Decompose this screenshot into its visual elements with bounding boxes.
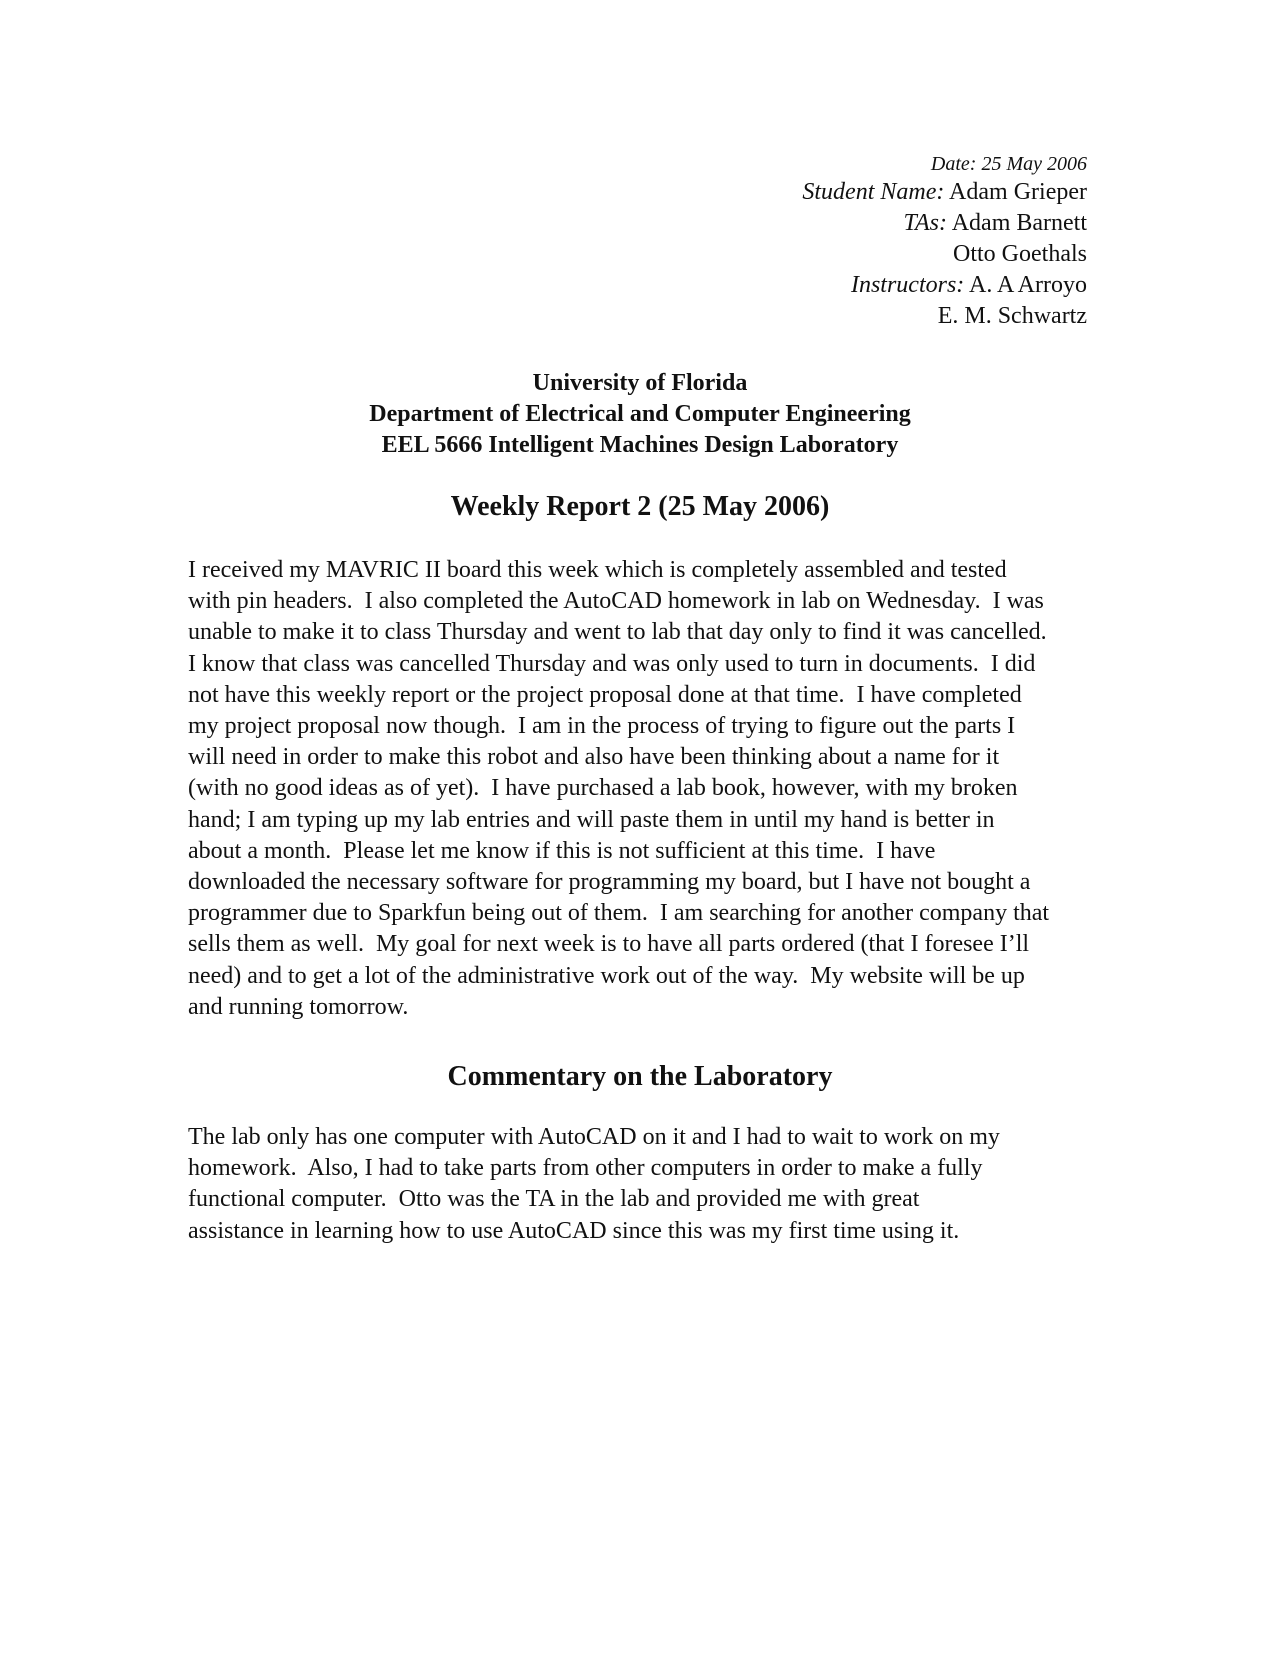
paragraph-line: need) and to get a lot of the administrative work out of the way. My website will be up [188,962,1025,989]
report-paragraph [188,555,1093,1023]
tas-label: TAs: [903,210,948,236]
ta-name: Otto Goethals [953,241,1087,267]
instructors-line [802,270,1087,301]
commentary-paragraph [188,1122,1093,1247]
paragraph-line: and running tomorrow. [188,993,409,1020]
commentary-heading: Commentary on the Laboratory [447,1061,833,1092]
paragraph-line: hand; I am typing up my lab entries and will paste them in until my hand is better in [188,806,995,833]
paragraph-line: The lab only has one computer with AutoCAD on it and I had to wait to work on my [188,1124,1000,1150]
paragraph-line: sells them as well. My goal for next week is to have all parts ordered (that I foresee I’ll [188,931,1030,958]
paragraph-line: (with no good ideas as of yet). I have purchased a lab book, however, with my broken [188,775,1018,802]
paragraph-line: not have this weekly report or the project proposal done at that time. I have completed [188,681,1022,708]
department-name: Department of Electrical and Computer Engineering [369,401,911,427]
paragraph-line: unable to make it to class Thursday and went to lab that day only to find it was cancelled. [188,619,1047,646]
instructor-name: E. M. Schwartz [937,303,1087,329]
university-name: University of Florida [532,370,748,396]
paragraph-line: programmer due to Sparkfun being out of them. I am searching for another company that [188,900,1050,927]
paragraph-line: homework. Also, I had to take parts from other computers in order to make a fully [188,1155,983,1182]
paragraph-line: about a month. Please let me know if this is not sufficient at this time. I have [188,837,936,864]
instructors-label: Instructors: [850,272,965,298]
student-name: Adam Grieper [949,179,1087,205]
paragraph-line: I received my MAVRIC II board this week which is completely assembled and tested [188,557,1007,583]
tas-line [802,208,1087,239]
course-name: EEL 5666 Intelligent Machines Design Laboratory [381,432,899,458]
student-name-line [802,177,1087,208]
paragraph-line: my project proposal now though. I am in the process of trying to figure out the parts I [188,713,1016,740]
paragraph-line: with pin headers. I also completed the AutoCAD homework in lab on Wednesday. I was [188,588,1044,615]
report-date: Date: 25 May 2006 [930,153,1087,175]
report-title: Weekly Report 2 (25 May 2006) [450,491,830,522]
instructor-name: A. A Arroyo [968,272,1087,298]
paragraph-line: downloaded the necessary software for programming my board, but I have not bought a [188,869,1031,896]
paragraph-line: functional computer. Otto was the TA in the lab and provided me with great [188,1186,920,1213]
institution-block [0,368,1280,461]
ta-name: Adam Barnett [951,210,1087,236]
header-block [802,151,1087,332]
paragraph-line: will need in order to make this robot and also have been thinking about a name for it [188,744,1000,771]
paragraph-line: assistance in learning how to use AutoCAD since this was my first time using it. [188,1217,960,1244]
student-name-label: Student Name: [802,179,945,205]
paragraph-line: I know that class was cancelled Thursday and was only used to turn in documents. I did [188,650,1036,677]
